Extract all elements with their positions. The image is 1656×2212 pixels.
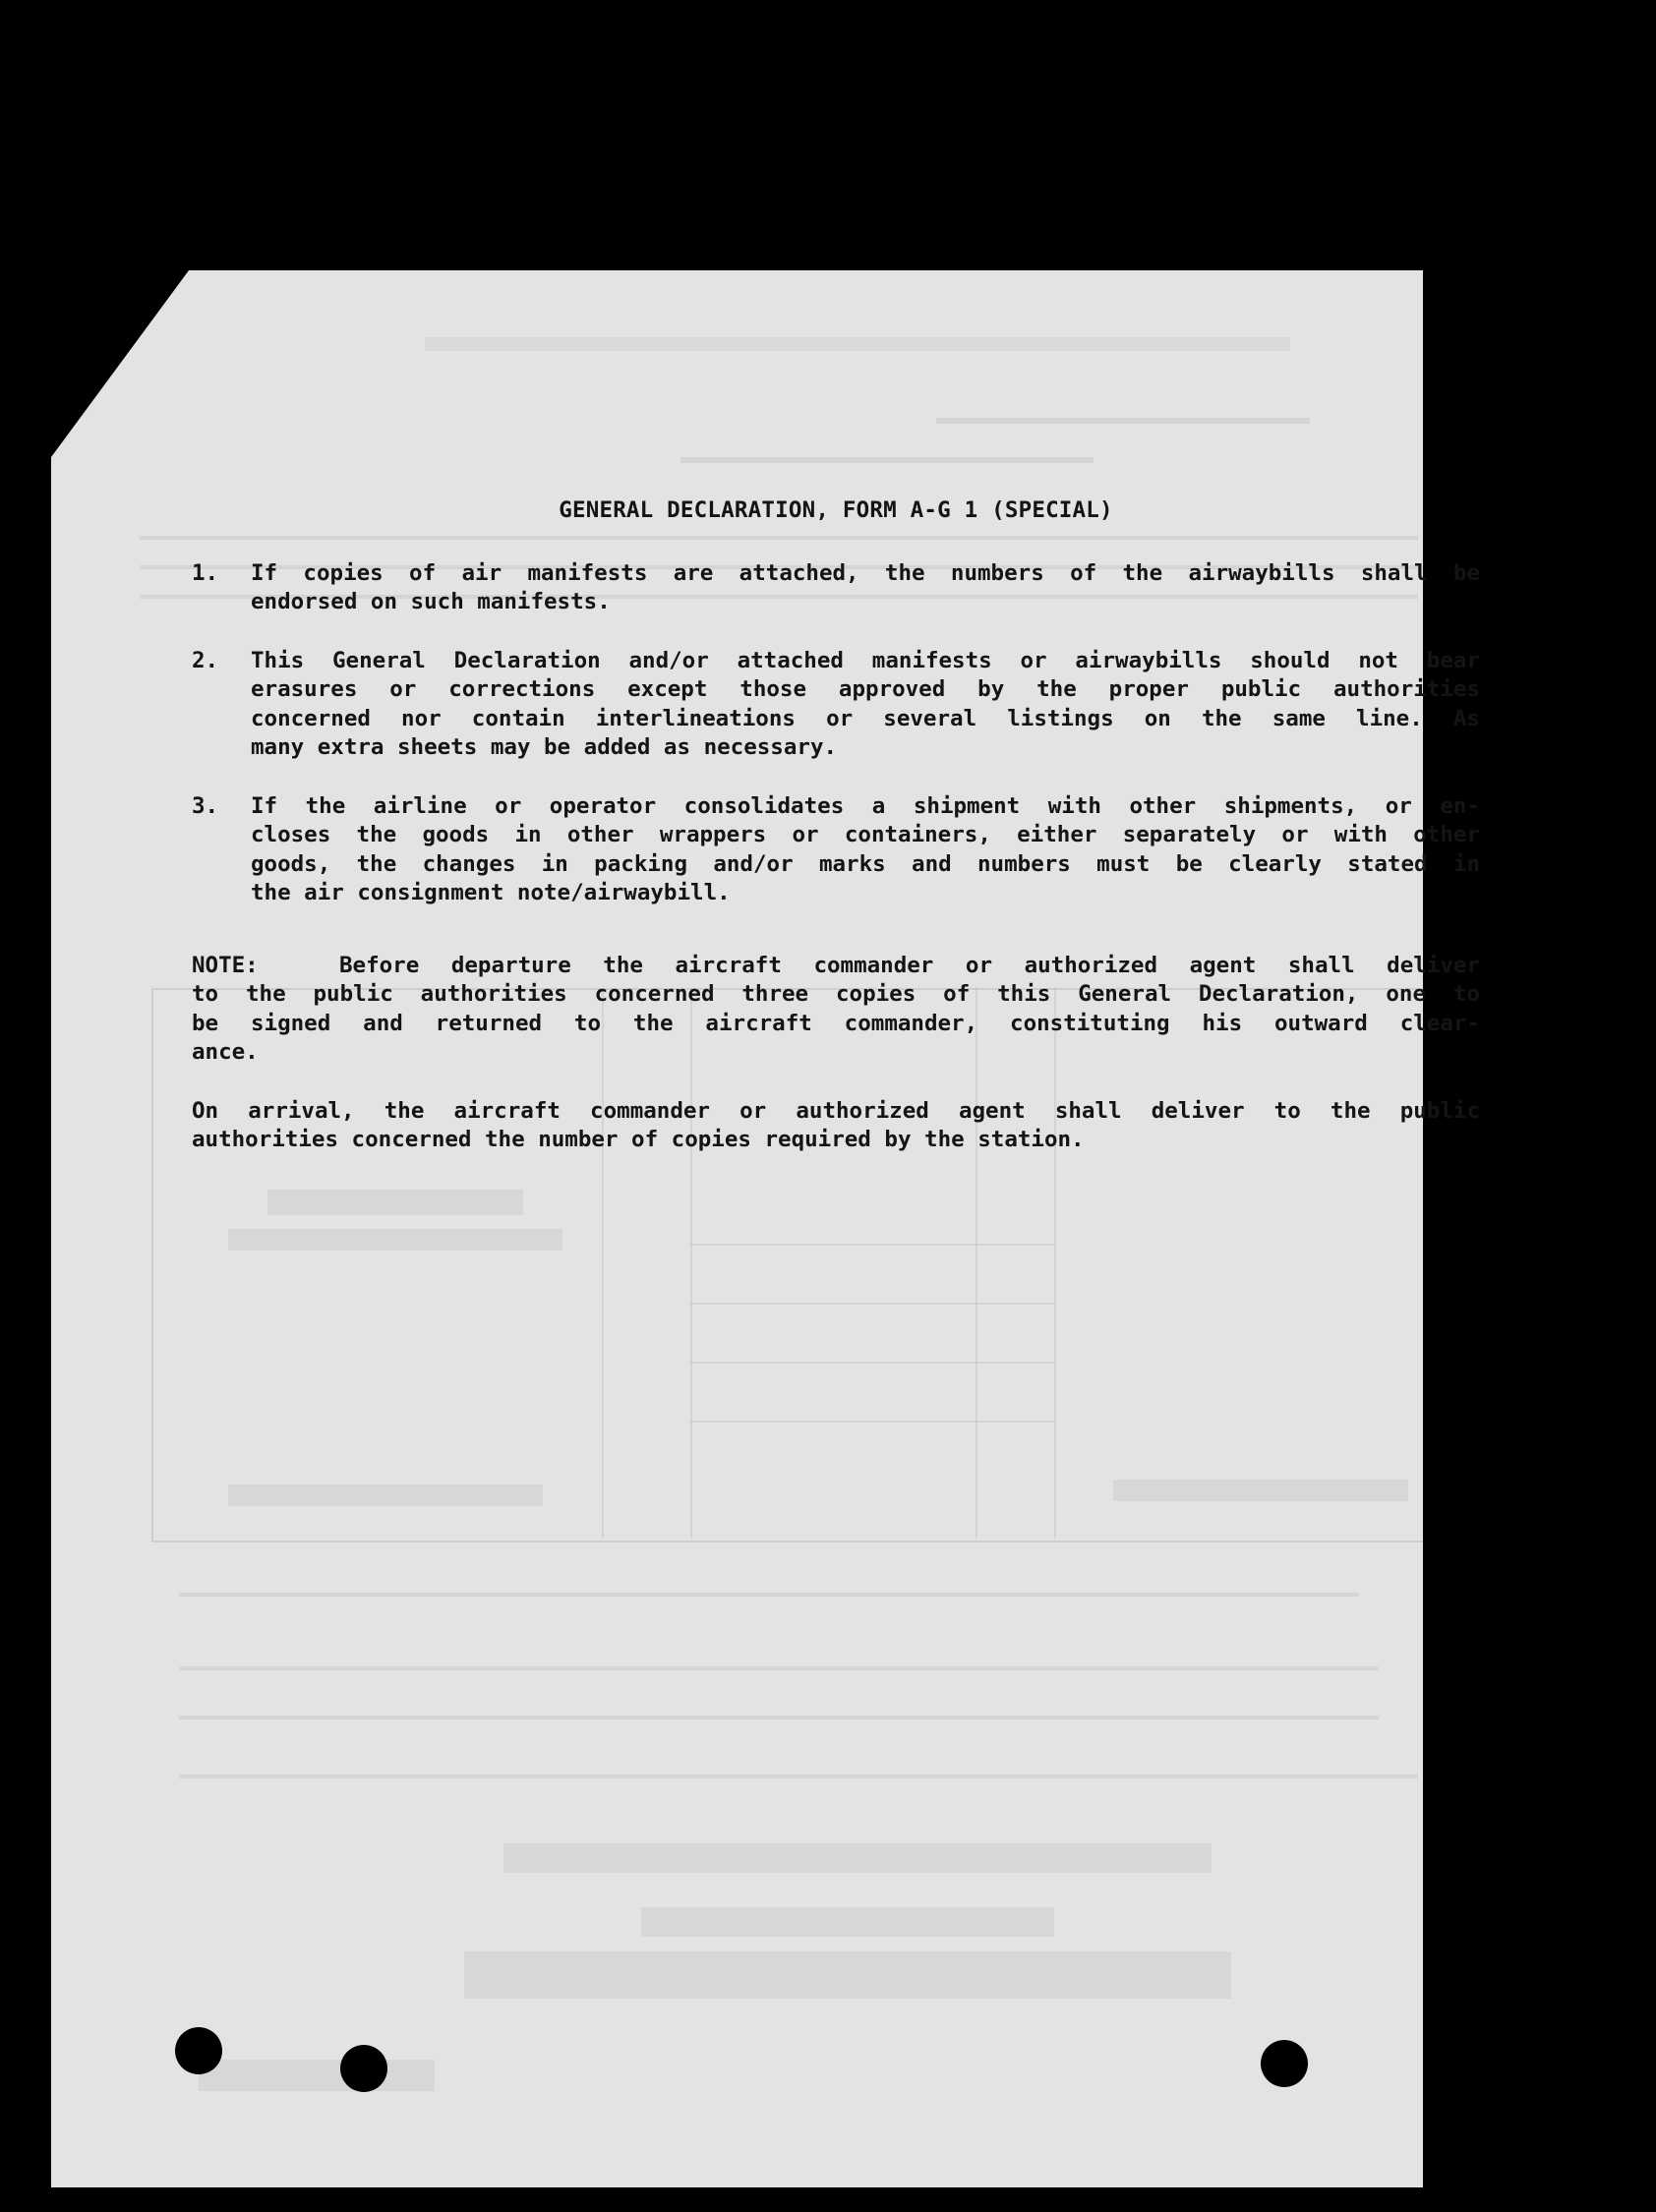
note-paragraph (192, 952, 1480, 1068)
text-line: ance. (192, 1039, 259, 1065)
note-line-rest: Before departure the aircraft commander or authorized agent shall deliver (339, 952, 1480, 978)
item-text (251, 647, 1480, 763)
text-line: to the public authorities concerned three copies of this General Declaration, one to (192, 981, 1480, 1007)
text-line: authorities concerned the number of copies required by the station. (192, 1127, 1085, 1152)
instruction-item-3 (192, 792, 1480, 908)
item-text (251, 792, 1480, 908)
bleed-through-mark (464, 1951, 1231, 1999)
item-number: 3. (192, 792, 219, 819)
document-title: GENERAL DECLARATION, FORM A-G 1 (SPECIAL) (559, 497, 1113, 523)
text-line: If copies of air manifests are attached, the numbers of the airwaybills shall be (251, 559, 1480, 586)
bleed-through-mark (936, 418, 1310, 424)
text-line: concerned nor contain interlineations or several listings on the same line. As (251, 705, 1480, 731)
bleed-through-mark (680, 457, 1094, 463)
bleed-through-mark (199, 2060, 435, 2091)
punch-hole (340, 2045, 387, 2092)
note-section (192, 952, 1480, 1155)
instruction-item-1 (192, 559, 1480, 617)
text-line: This General Declaration and/or attached manifests or airwaybills should not bear (251, 647, 1480, 673)
bleed-through-mark (228, 1229, 562, 1251)
bleed-through-mark (641, 1907, 1054, 1937)
text-line: goods, the changes in packing and/or marks and numbers must be clearly stated in (251, 850, 1480, 877)
text-line (192, 952, 1480, 981)
instruction-item-2 (192, 647, 1480, 763)
bleed-through-mark (690, 1362, 1054, 1364)
text-line: erasures or corrections except those approved by the proper public authorities (251, 676, 1480, 702)
bleed-through-mark (503, 1843, 1212, 1873)
item-number: 1. (192, 559, 219, 586)
punch-hole (1261, 2040, 1308, 2087)
bleed-through-mark (267, 1190, 523, 1215)
bleed-through-mark (179, 1716, 1379, 1719)
bleed-through-mark (425, 337, 1290, 351)
text-line: the air consignment note/airwaybill. (251, 880, 731, 905)
bleed-through-mark (690, 1244, 1054, 1246)
item-number: 2. (192, 647, 219, 673)
text-line: be signed and returned to the aircraft commander, constituting his outward clear- (192, 1010, 1480, 1036)
document-body (192, 496, 1480, 1185)
text-line: If the airline or operator consolidates a shipment with other shipments, or en- (251, 792, 1480, 819)
text-line: closes the goods in other wrappers or containers, either separately or with other (251, 822, 1480, 847)
note-label: NOTE: (192, 952, 259, 978)
bleed-through-mark (228, 1484, 543, 1506)
text-line: On arrival, the aircraft commander or authorized agent shall deliver to the public (192, 1097, 1480, 1124)
bleed-through-mark (1113, 1480, 1408, 1501)
text-line: many extra sheets may be added as necessary. (251, 734, 838, 760)
bleed-through-mark (179, 1593, 1359, 1597)
arrival-paragraph (192, 1097, 1480, 1155)
bleed-through-mark (690, 1303, 1054, 1305)
punch-hole (175, 2027, 222, 2074)
punch-hole (1426, 2043, 1473, 2090)
item-text (251, 559, 1480, 617)
bleed-through-mark (690, 1421, 1054, 1423)
text-line: endorsed on such manifests. (251, 589, 611, 614)
bleed-through-mark (179, 1775, 1418, 1778)
bleed-through-mark (179, 1666, 1379, 1670)
